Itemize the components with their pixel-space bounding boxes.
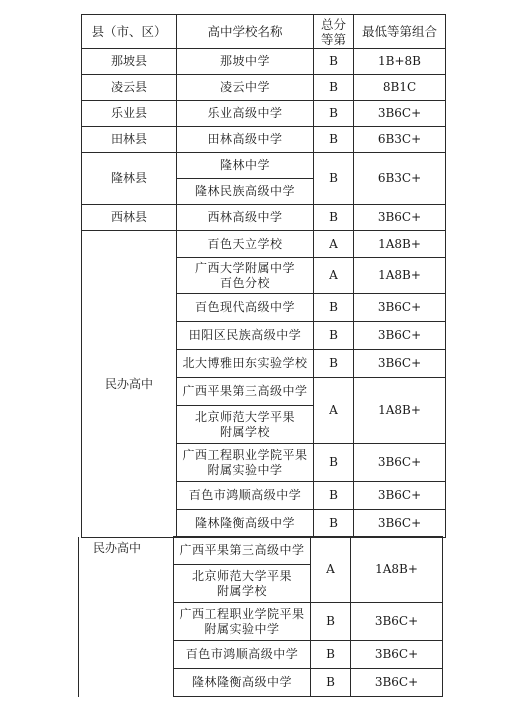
school-cell: 田林高级中学 [177, 127, 314, 153]
duplicated-table-fragment [78, 536, 443, 697]
combo-cell: 1A8B+ [354, 258, 446, 294]
combo-cell: 3B6C+ [351, 641, 443, 669]
grade-cell: B [311, 641, 351, 669]
school-cell: 北大博雅田东实验学校 [177, 350, 314, 378]
school-cell [177, 444, 314, 482]
grade-cell: B [314, 350, 354, 378]
table-row [82, 75, 446, 101]
county-cell: 西林县 [82, 205, 177, 231]
table-header-row [82, 15, 446, 49]
combo-cell: 1B+8B [354, 49, 446, 75]
county-cell: 乐业县 [82, 101, 177, 127]
school-cell: 田阳区民族高级中学 [177, 322, 314, 350]
county-cell: 民办高中 [79, 537, 174, 697]
grade-cell: B [314, 205, 354, 231]
school-cell [177, 258, 314, 294]
combo-cell: 3B6C+ [354, 444, 446, 482]
combo-cell: 3B6C+ [354, 205, 446, 231]
county-cell: 隆林县 [82, 153, 177, 205]
school-line: 附属学校 [216, 583, 267, 598]
table-row [82, 231, 446, 258]
table-row [82, 101, 446, 127]
grade-cell: B [314, 322, 354, 350]
school-cell: 隆林中学 [177, 153, 314, 179]
school-cell: 隆林民族高级中学 [177, 179, 314, 205]
header-grade-line2: 等第 [320, 31, 346, 47]
grade-cell: B [314, 75, 354, 101]
school-line: 北京师范大学平果 [191, 568, 292, 583]
grade-cell: A [314, 378, 354, 444]
school-line: 广西工程职业学院平果 [179, 606, 305, 621]
school-cell: 乐业高级中学 [177, 101, 314, 127]
school-cell: 隆林隆衡高级中学 [177, 510, 314, 538]
combo-cell: 6B3C+ [354, 153, 446, 205]
combo-cell: 3B6C+ [354, 322, 446, 350]
combo-cell: 3B6C+ [354, 510, 446, 538]
school-cell [174, 565, 311, 603]
table-row [82, 49, 446, 75]
header-min-combo: 最低等第组合 [354, 15, 446, 49]
grade-cell: A [314, 231, 354, 258]
grade-cell: B [314, 49, 354, 75]
grade-cell: B [311, 603, 351, 641]
table-row [82, 205, 446, 231]
school-cell: 广西平果第三高级中学 [177, 378, 314, 406]
combo-cell: 1A8B+ [354, 378, 446, 444]
grade-cell: B [314, 482, 354, 510]
grade-cell: B [311, 669, 351, 697]
school-line: 附属学校 [219, 424, 270, 439]
combo-cell: 6B3C+ [354, 127, 446, 153]
county-cell: 民办高中 [82, 231, 177, 538]
school-cell: 百色天立学校 [177, 231, 314, 258]
table-row [82, 153, 446, 179]
county-cell: 凌云县 [82, 75, 177, 101]
admission-grade-table [81, 14, 446, 538]
grade-cell: B [314, 101, 354, 127]
school-cell: 百色现代高级中学 [177, 294, 314, 322]
school-line: 附属实验中学 [204, 621, 280, 636]
county-cell: 田林县 [82, 127, 177, 153]
school-line: 广西工程职业学院平果 [182, 447, 308, 462]
school-cell: 凌云中学 [177, 75, 314, 101]
school-cell: 那坡中学 [177, 49, 314, 75]
header-county: 县（市、区） [82, 15, 177, 49]
school-line: 北京师范大学平果 [194, 409, 295, 424]
school-cell: 西林高级中学 [177, 205, 314, 231]
combo-cell: 3B6C+ [354, 101, 446, 127]
school-cell: 隆林隆衡高级中学 [174, 669, 311, 697]
school-line: 附属实验中学 [207, 462, 283, 477]
grade-cell: B [314, 294, 354, 322]
school-line: 广西大学附属中学 [194, 260, 295, 275]
table-row [82, 127, 446, 153]
grade-cell: A [314, 258, 354, 294]
header-school: 高中学校名称 [177, 15, 314, 49]
county-cell: 那坡县 [82, 49, 177, 75]
combo-cell: 3B6C+ [351, 669, 443, 697]
school-cell: 百色市鸿顺高级中学 [177, 482, 314, 510]
school-cell [174, 603, 311, 641]
grade-cell: B [314, 153, 354, 205]
grade-cell: B [314, 127, 354, 153]
combo-cell: 3B6C+ [354, 294, 446, 322]
combo-cell: 3B6C+ [354, 482, 446, 510]
combo-cell: 8B1C [354, 75, 446, 101]
combo-cell: 1A8B+ [351, 537, 443, 603]
school-cell: 百色市鸿顺高级中学 [174, 641, 311, 669]
combo-cell: 3B6C+ [354, 350, 446, 378]
combo-cell: 1A8B+ [354, 231, 446, 258]
header-grade-line1: 总分 [320, 16, 346, 32]
school-cell: 广西平果第三高级中学 [174, 537, 311, 565]
header-total-grade [314, 15, 354, 49]
school-line: 百色分校 [219, 275, 270, 290]
combo-cell: 3B6C+ [351, 603, 443, 641]
grade-cell: B [314, 444, 354, 482]
table-row [79, 537, 443, 565]
school-cell [177, 406, 314, 444]
grade-cell: B [314, 510, 354, 538]
grade-cell: A [311, 537, 351, 603]
